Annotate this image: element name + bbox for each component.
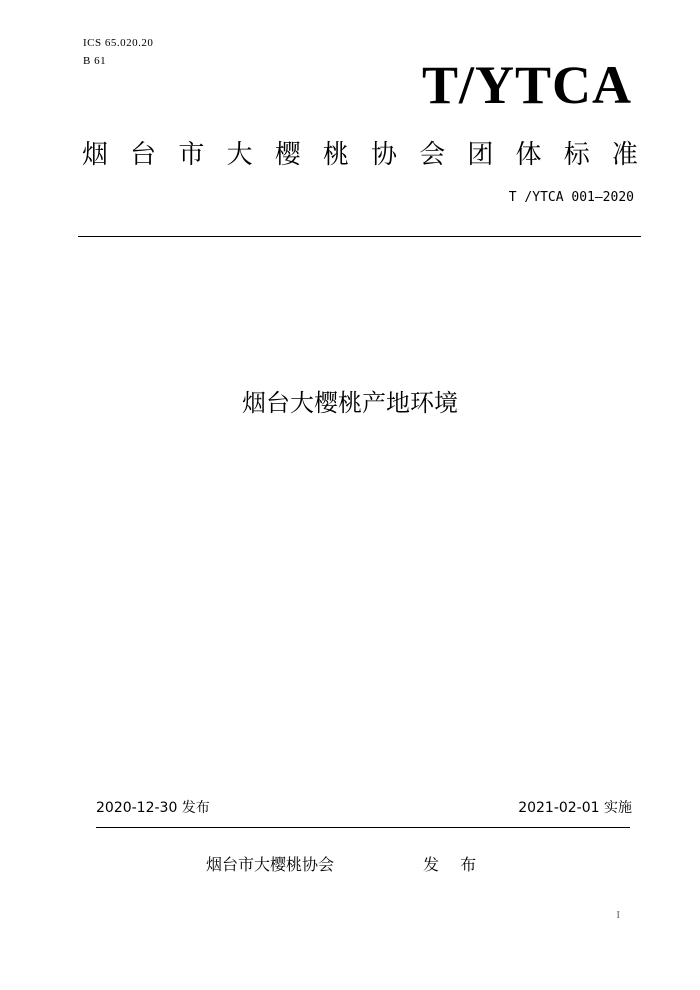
org-title-char: 标: [563, 140, 590, 170]
ics-code: ICS 65.020.20: [83, 37, 154, 49]
org-standard-title: [82, 140, 638, 170]
footer-divider: [96, 827, 630, 828]
publisher-name: 烟台市大樱桃协会: [206, 855, 335, 874]
publish-label: 发 布: [423, 855, 485, 874]
standard-number: T /YTCA 001—2020: [508, 190, 634, 205]
org-title-char: 台: [130, 140, 157, 170]
header-divider: [78, 236, 641, 237]
org-title-char: 大: [226, 140, 253, 170]
standard-logo: T/YTCA: [421, 55, 632, 115]
org-title-char: 市: [178, 140, 205, 170]
org-title-char: 烟: [82, 140, 109, 170]
org-title-char: 协: [371, 140, 398, 170]
org-title-char: 桃: [322, 140, 349, 170]
page-number: I: [616, 909, 620, 921]
classification-code: B 61: [83, 55, 107, 67]
org-title-char: 体: [515, 140, 542, 170]
org-title-char: 会: [419, 140, 446, 170]
document-title: 烟台大樱桃产地环境: [242, 389, 458, 417]
implementation-date: 2021-02-01 实施: [518, 800, 632, 816]
issue-date: 2020-12-30 发布: [96, 800, 210, 816]
org-title-char: 樱: [274, 140, 301, 170]
org-title-char: 准: [611, 140, 638, 170]
org-title-char: 团: [467, 140, 494, 170]
